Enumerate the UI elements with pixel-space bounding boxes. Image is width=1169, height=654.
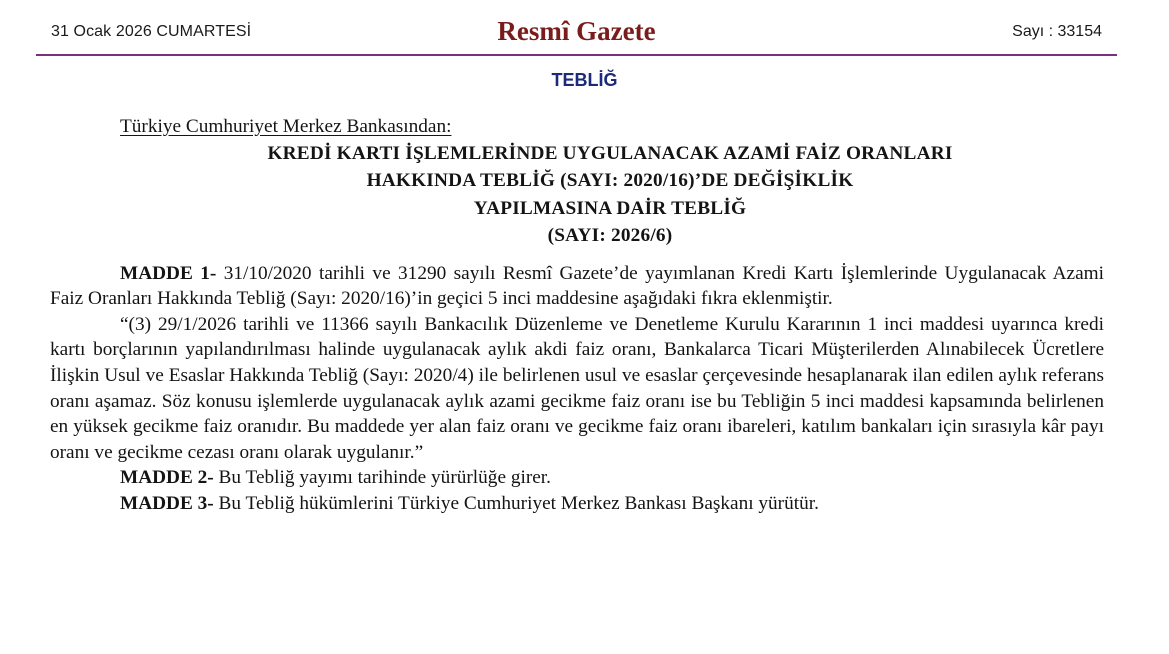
- section-title: TEBLİĞ: [551, 70, 618, 90]
- article-2: [50, 465, 1104, 491]
- article-1-paragraph-3: [50, 312, 1104, 466]
- paragraph-3-text: “(3) 29/1/2026 tarihli ve 11366 sayılı Bankacılık Düzenleme ve Denetleme Kurulu Kararının 1 inci maddesi uyarınca kredi kartı borçlarının yapılandırılması halinde uygulanacak aylık akdi faiz oranı, Bankalarca Ticari Müşterilerden Alınabilecek Ücretlere İlişkin Usul ve Esaslar Hakkında Tebliğ (Sayı: 2020/4) ile belirlenen usul ve esaslar çerçevesinde hesaplanarak ilan edilen aylık referans oranı aşamaz. Söz konusu işlemlerde uygulanacak aylık azami gecikme faiz oranı ise bu Tebliğin 5 inci maddesi kapsamında belirlenen en yüksek gecikme faiz oranıdır. Bu maddede yer alan faiz oranı ve gecikme faiz oranı ibareleri, katılım bankaları için sırasıyla kâr payı oranı ve gecikme cezası oranı olarak uygulanır.”: [50, 313, 1104, 463]
- article-3: [50, 491, 1104, 517]
- heading-line-3: YAPILMASINA DAİR TEBLİĞ: [473, 197, 747, 219]
- article-3-text: Bu Tebliğ hükümlerini Türkiye Cumhuriyet Merkez Bankası Başkanı yürütür.: [213, 492, 819, 514]
- heading-line-1: KREDİ KARTI İŞLEMLERİNDE UYGULANACAK AZAMİ FAİZ ORANLARI: [267, 142, 953, 164]
- publication-date: 31 Ocak 2026 CUMARTESİ: [51, 23, 252, 40]
- article-1-text: 31/10/2020 tarihli ve 31290 sayılı Resmî Gazete’de yayımlanan Kredi Kartı İşlemlerinde Uygulanacak Azami Faiz Oranları Hakkında Tebliğ (Sayı: 2020/16)’in geçici 5 inci maddesine aşağıdaki fıkra eklenmiştir.: [50, 262, 1105, 310]
- issue-number: Sayı : 33154: [1012, 23, 1102, 40]
- article-1-label: MADDE 1-: [120, 262, 217, 284]
- document-heading: [116, 140, 1104, 250]
- heading-line-2: HAKKINDA TEBLİĞ (SAYI: 2020/16)’DE DEĞİŞİKLİK: [366, 170, 854, 192]
- article-3-label: MADDE 3-: [120, 492, 214, 514]
- document-body: [50, 114, 1104, 517]
- gazette-header: [36, 0, 1117, 56]
- heading-line-4: (SAYI: 2026/6): [547, 225, 673, 247]
- gazette-title: Resmî Gazete: [497, 16, 656, 46]
- issuer-line: Türkiye Cumhuriyet Merkez Bankasından:: [120, 116, 452, 137]
- article-2-label: MADDE 2-: [120, 467, 214, 489]
- article-1: [50, 261, 1104, 312]
- article-2-text: Bu Tebliğ yayımı tarihinde yürürlüğe girer.: [213, 467, 551, 489]
